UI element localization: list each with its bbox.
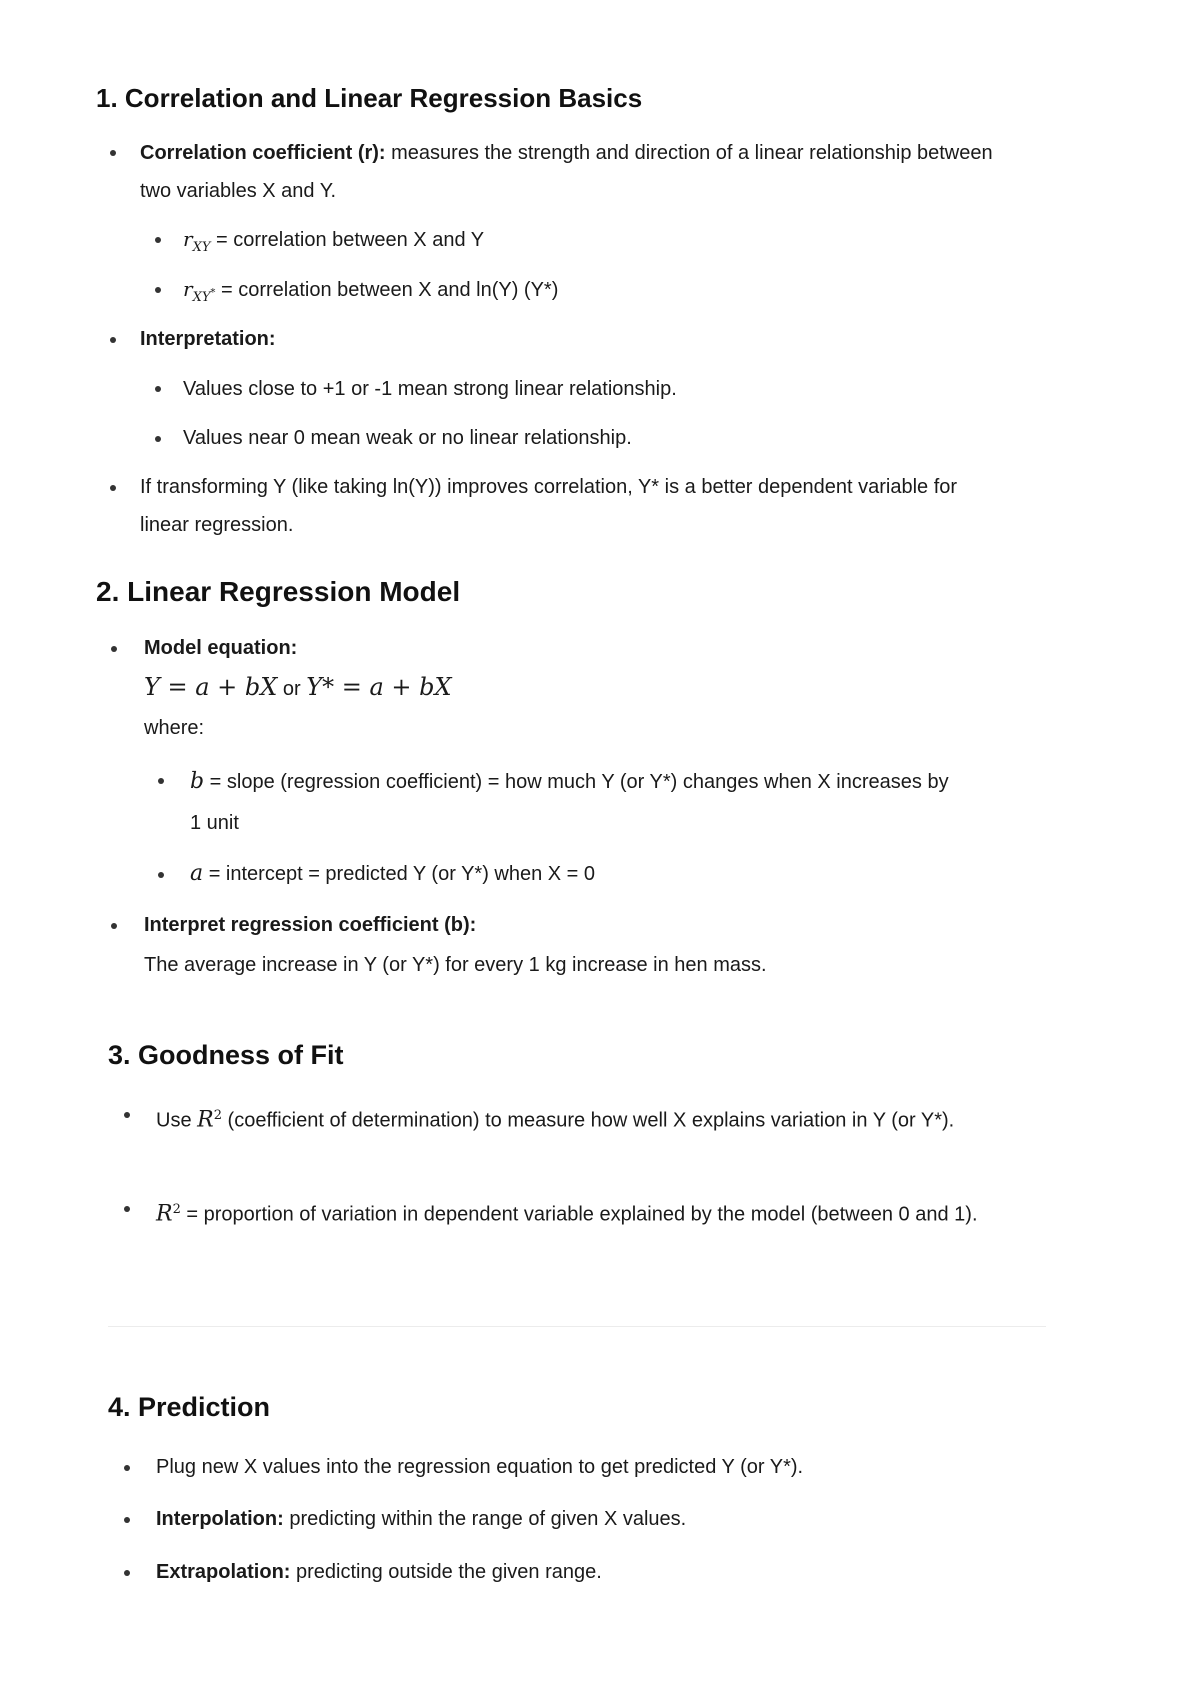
list-item: $R^2$ = proportion of variation in dependent variable explained by the model (between 0 and 1). [156,1201,978,1227]
list-item: Interpretation: [140,328,276,350]
bullet-icon [155,386,161,392]
bullet-icon [124,1112,130,1118]
section-title: 2. Linear Regression Model [96,576,461,607]
list-item: $r_{XY}$ = correlation between X and Y [183,227,485,255]
bullet-icon [124,1517,130,1523]
list-item: If transforming Y (like taking ln(Y)) improves correlation, Y* is a better dependent variable for linear regression. [140,476,958,536]
bullet-icon [155,237,161,243]
bullet-icon [110,150,116,156]
list-item: Values close to +1 or -1 mean strong linear relationship. [183,378,677,400]
bullet-icon [111,646,117,652]
bullet-icon [110,337,116,343]
list-item: Use $R^2$ (coefficient of determination) to measure how well X explains variation in Y (or Y*). [156,1107,955,1133]
bullet-icon [124,1465,130,1471]
list-item: Model equation: [144,637,298,659]
bullet-icon [111,923,117,929]
bullet-icon [124,1570,130,1576]
model-equation: Y = a + bX or Y* = a + bX [144,673,452,701]
list-item: Interpret regression coefficient (b): [144,914,477,936]
where-label: where: [144,717,205,739]
list-item: Extrapolation: predicting outside the given range. [156,1561,602,1583]
list-item: a = intercept = predicted Y (or Y*) when X = 0 [190,861,596,886]
section-title: 4. Prediction [108,1392,271,1422]
list-item: $r_{XY^*}$ = correlation between X and ln(Y) (Y*) [183,277,559,305]
list-item: b = slope (regression coefficient) = how much Y (or Y*) changes when X increases by 1 unit [190,769,949,834]
section-divider [108,1326,1046,1327]
bullet-icon [110,485,116,491]
bullet-icon [158,778,164,784]
bullet-icon [155,287,161,293]
list-item: Interpolation: predicting within the range of given X values. [156,1508,687,1530]
bullet-icon [124,1206,130,1212]
bullet-icon [155,436,161,442]
section-title: 1. Correlation and Linear Regression Basics [96,83,643,113]
list-item: The average increase in Y (or Y*) for every 1 kg increase in hen mass. [144,954,767,976]
list-item: Correlation coefficient (r): measures the strength and direction of a linear relationship between two variables X and Y. [140,142,993,202]
section-title: 3. Goodness of Fit [108,1040,344,1070]
list-item: Plug new X values into the regression equation to get predicted Y (or Y*). [156,1456,804,1478]
bullet-icon [158,872,164,878]
list-item: Values near 0 mean weak or no linear relationship. [183,427,632,449]
